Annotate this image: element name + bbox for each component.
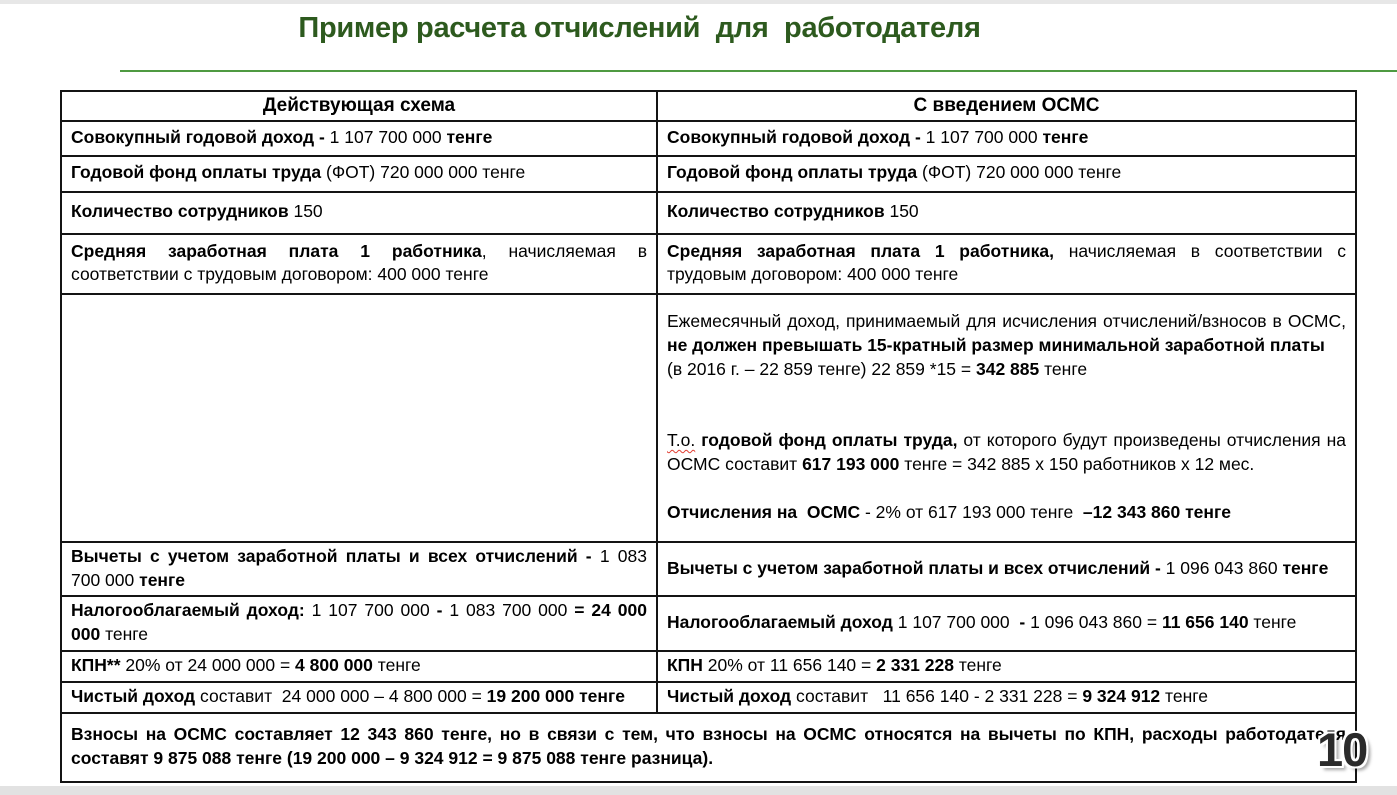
cell-current-employee-count: Количество сотрудников 150 <box>61 192 657 234</box>
cell-current-cit: КПН** 20% от 24 000 000 = 4 800 000 тенге <box>61 651 657 682</box>
table-row <box>61 542 1356 597</box>
table-row <box>61 156 1356 192</box>
cell-current-taxable-income: Налогооблагаемый доход: 1 107 700 000 - 1 083 700 000 = 24 000 000 тенге <box>61 596 657 651</box>
cell-osms-deductions: Вычеты с учетом заработной платы и всех отчислений - 1 096 043 860 тенге <box>657 542 1356 597</box>
slide-top-edge <box>0 0 1397 4</box>
cell-current-deductions: Вычеты с учетом заработной платы и всех отчислений - 1 083 700 000 тенге <box>61 542 657 597</box>
cell-current-net-income: Чистый доход составит 24 000 000 – 4 800 000 = 19 200 000 тенге <box>61 682 657 713</box>
cell-osms-annual-payroll-fund: Годовой фонд оплаты труда (ФОТ) 720 000 000 тенге <box>657 156 1356 192</box>
table-row <box>61 121 1356 156</box>
column-header-with-osms: С введением ОСМС <box>657 91 1356 121</box>
page-title: Пример расчета отчислений для работодателя <box>298 12 981 44</box>
cell-conclusion: Взносы на ОСМС составляет 12 343 860 тенге, но в связи с тем, что взносы на ОСМС относятся на вычеты по КПН, расходы работодателя составят 9 875 088 тенге (19 200 000 – 9 324 912 = 9 875 088 тенге разница). <box>61 713 1356 782</box>
comparison-table <box>60 90 1357 783</box>
cell-osms-cit: КПН 20% от 11 656 140 = 2 331 228 тенге <box>657 651 1356 682</box>
slide-bottom-edge <box>0 786 1397 795</box>
table-row <box>61 713 1356 782</box>
table-row <box>61 651 1356 682</box>
table-row <box>61 682 1356 713</box>
cell-current-annual-payroll-fund: Годовой фонд оплаты труда (ФОТ) 720 000 000 тенге <box>61 156 657 192</box>
table-row <box>61 294 1356 542</box>
cell-osms-employee-count: Количество сотрудников 150 <box>657 192 1356 234</box>
table-row <box>61 192 1356 234</box>
cell-current-total-annual-income: Совокупный годовой доход - 1 107 700 000 тенге <box>61 121 657 156</box>
cell-osms-average-salary: Средняя заработная плата 1 работника, начисляемая в соответствии с трудовым договором: 400 000 тенге <box>657 234 1356 294</box>
cell-current-osms-limit-empty <box>61 294 657 542</box>
slide-page-number: 10 <box>1317 723 1368 776</box>
cell-osms-total-annual-income: Совокупный годовой доход - 1 107 700 000 тенге <box>657 121 1356 156</box>
cell-osms-net-income: Чистый доход составит 11 656 140 - 2 331 228 = 9 324 912 тенге <box>657 682 1356 713</box>
title-underline-rule <box>120 70 1397 72</box>
table-row <box>61 234 1356 294</box>
column-header-current-scheme: Действующая схема <box>61 91 657 121</box>
cell-current-average-salary: Средняя заработная плата 1 работника, начисляемая в соответствии с трудовым договором: 400 000 тенге <box>61 234 657 294</box>
cell-osms-taxable-income: Налогооблагаемый доход 1 107 700 000 - 1 096 043 860 = 11 656 140 тенге <box>657 596 1356 651</box>
table-row <box>61 596 1356 651</box>
cell-osms-monthly-income-limit: Ежемесячный доход, принимаемый для исчисления отчислений/взносов в ОСМС, не должен превышать 15-кратный размер минимальной заработной платы (в 2016 г. – 22 859 тенге) 22 859 *15 = 342 885 тенге Т.о. годовой фонд оплаты труда, от которого будут произведены отчисления на ОСМС составит 617 193 000 тенге = 342 885 х 150 работников х 12 мес. Отчисления на ОСМС - 2% от 617 193 000 тенге –12 343 860 тенге <box>657 294 1356 542</box>
